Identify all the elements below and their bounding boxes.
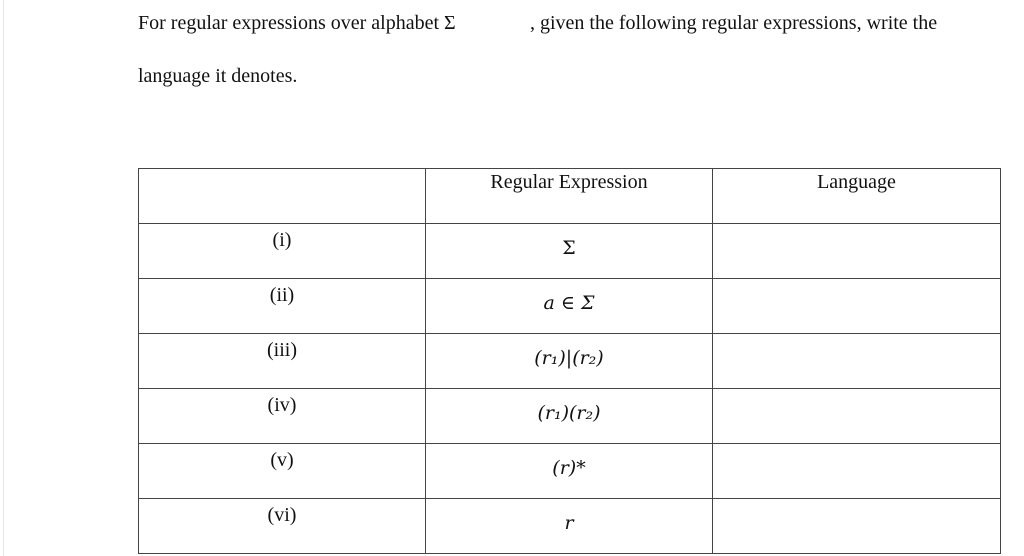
row-label: (i) [272,229,292,251]
regex-expression: (r₁)(r₂) [537,402,601,424]
row-label-cell [139,224,426,279]
row-label: (iii) [267,339,297,361]
language-cell[interactable] [713,279,1001,334]
header-label [139,169,425,170]
language-answer [713,444,1000,448]
regex-expression: r [564,512,574,534]
expression-cell [426,334,713,389]
language-cell[interactable] [713,444,1001,499]
regex-language-table [138,168,1001,554]
table-row [139,279,1001,334]
header-language: Language [817,171,896,193]
language-cell[interactable] [713,224,1001,279]
expression-cell [426,279,713,334]
regex-expression: Σ [562,237,576,259]
table-row [139,224,1001,279]
row-label-cell [139,499,426,554]
regex-expression: (r₁)|(r₂) [534,347,604,369]
language-answer [713,279,1000,283]
header-cell-regular-expression [426,169,713,224]
table-row [139,389,1001,444]
regex-expression: a ∈ Σ [543,292,595,314]
row-label-cell [139,444,426,499]
expression-cell [426,224,713,279]
language-answer [713,499,1000,503]
row-label: (vi) [267,504,297,526]
table-row [139,499,1001,554]
header-cell-blank [139,169,426,224]
row-label: (iv) [267,394,297,416]
table-header-row [139,169,1001,224]
intro-line-2: language it denotes. [138,65,298,87]
expression-cell [426,499,713,554]
page-left-border [3,0,4,556]
expression-cell [426,444,713,499]
row-label: (v) [270,449,294,471]
language-cell[interactable] [713,389,1001,444]
header-cell-language [713,169,1001,224]
table-row [139,334,1001,389]
intro-line-1-part-1: For regular expressions over alphabet Σ [138,12,456,34]
regex-expression: (r)* [552,457,586,479]
language-answer [713,334,1000,338]
expression-cell [426,389,713,444]
table-row [139,444,1001,499]
row-label: (ii) [269,284,295,306]
header-regular-expression: Regular Expression [490,171,648,193]
language-cell[interactable] [713,334,1001,389]
language-answer [713,389,1000,393]
row-label-cell [139,279,426,334]
row-label-cell [139,389,426,444]
language-answer [713,224,1000,228]
row-label-cell [139,334,426,389]
intro-line-1-part-2: , given the following regular expressions, write the [530,12,938,34]
language-cell[interactable] [713,499,1001,554]
